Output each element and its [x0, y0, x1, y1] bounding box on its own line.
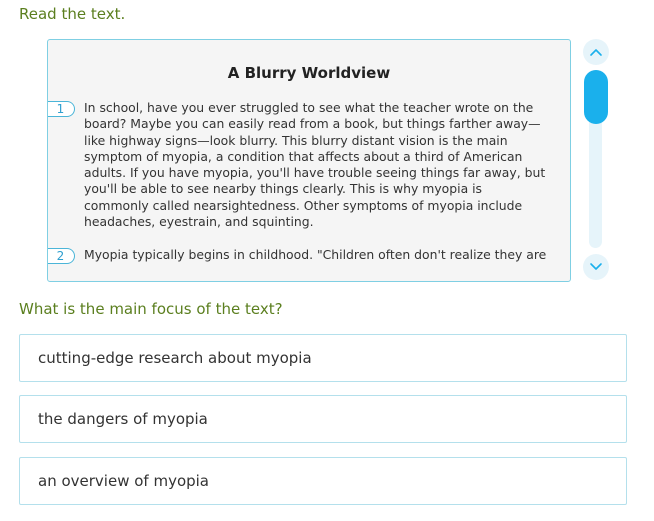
paragraph-2: Myopia typically begins in childhood. "Children often don't realize they are [84, 247, 547, 262]
paragraph-1: In school, have you ever struggled to see what the teacher wrote on the board? Maybe you can easily read from a book, but things farther away—like highway signs—look blurry. This blurry distant vision is the main symptom of myopia, a condition that affects about a third of American adults. If you have myopia, you'll have trouble seeing things far away, but you'll be able to see nearby things clearly. This is why myopia is commonly called nearsightedness. Other symptoms of myopia include headaches, eyestrain, and squinting. [84, 100, 546, 230]
question-text: What is the main focus of the text? [19, 300, 283, 318]
passage-title: A Blurry Worldview [227, 64, 391, 82]
answer-choice-1[interactable]: cutting-edge research about myopia [19, 334, 627, 382]
paragraph-number-1: 1 [47, 101, 75, 117]
chevron-down-icon [589, 262, 603, 272]
answer-choice-3[interactable]: an overview of myopia [19, 457, 627, 505]
scroll-up-button[interactable] [583, 39, 609, 65]
answer-choice-2[interactable]: the dangers of myopia [19, 395, 627, 443]
paragraph-number-2: 2 [47, 248, 75, 264]
instruction-text: Read the text. [19, 5, 126, 23]
scroll-down-button[interactable] [583, 254, 609, 280]
passage-panel [47, 39, 571, 282]
chevron-up-icon [589, 47, 603, 57]
scrollbar-thumb[interactable] [584, 70, 608, 124]
